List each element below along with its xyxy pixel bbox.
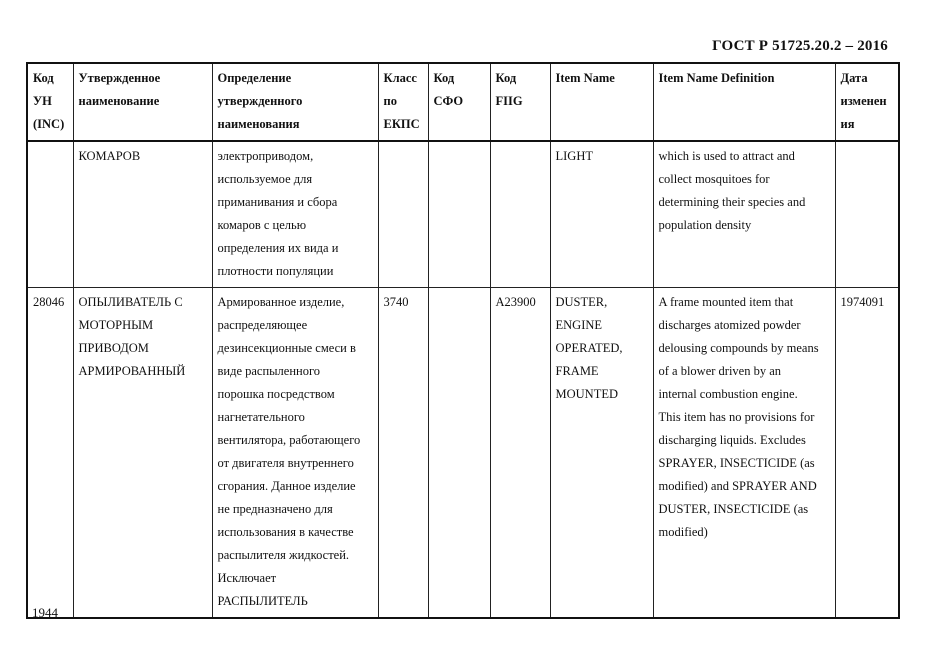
cell-fiig: A23900 — [490, 288, 550, 619]
col-header-fiig: Код FIIG — [490, 63, 550, 141]
cell-date — [835, 141, 899, 288]
cell-definition: электроприводом, используемое для приманивания и сбора комаров с целью определения их вида и плотности популяции — [212, 141, 378, 288]
cell-fiig — [490, 141, 550, 288]
col-header-approved-name: Утвержденное наименование — [73, 63, 212, 141]
cell-sfo — [428, 288, 490, 619]
items-table — [26, 62, 900, 619]
table-row — [27, 288, 899, 619]
cell-item-name: DUSTER, ENGINE OPERATED, FRAME MOUNTED — [550, 288, 653, 619]
cell-sfo — [428, 141, 490, 288]
header-row — [27, 63, 899, 141]
col-header-sfo: Код СФО — [428, 63, 490, 141]
cell-class: 3740 — [378, 288, 428, 619]
cell-approved-name: ОПЫЛИВАТЕЛЬ С МОТОРНЫМ ПРИВОДОМ АРМИРОВАННЫЙ — [73, 288, 212, 619]
cell-item-name: LIGHT — [550, 141, 653, 288]
cell-code — [27, 141, 73, 288]
col-header-item-definition: Item Name Definition — [653, 63, 835, 141]
standard-title: ГОСТ Р 51725.20.2 – 2016 — [712, 38, 888, 54]
cell-approved-name: КОМАРОВ — [73, 141, 212, 288]
col-header-code: Код УН (INC) — [27, 63, 73, 141]
cell-definition: Армированное изделие, распределяющее дезинсекционные смеси в виде распыленного порошка посредством нагнетательного вентилятора, работающего от двигателя внутреннего сгорания. Данное изделие не предназначено для использования в качестве распылителя жидкостей. Исключает РАСПЫЛИТЕЛЬ — [212, 288, 378, 619]
table-row — [27, 141, 899, 288]
col-header-date: Дата изменен ия — [835, 63, 899, 141]
cell-item-definition: A frame mounted item that discharges atomized powder delousing compounds by means of a blower driven by an internal combustion engine. This item has no provisions for discharging liquids. Excludes SPRAYER, INSECTICIDE (as modified) and SPRAYER AND DUSTER, INSECTICIDE (as modified) — [653, 288, 835, 619]
cell-item-definition: which is used to attract and collect mosquitoes for determining their species and population density — [653, 141, 835, 288]
col-header-definition: Определение утвержденного наименования — [212, 63, 378, 141]
page-number: 1944 — [32, 605, 58, 620]
col-header-item-name: Item Name — [550, 63, 653, 141]
cell-code: 28046 — [27, 288, 73, 619]
cell-class — [378, 141, 428, 288]
col-header-class: Класс по ЕКПС — [378, 63, 428, 141]
cell-date: 1974091 — [835, 288, 899, 619]
